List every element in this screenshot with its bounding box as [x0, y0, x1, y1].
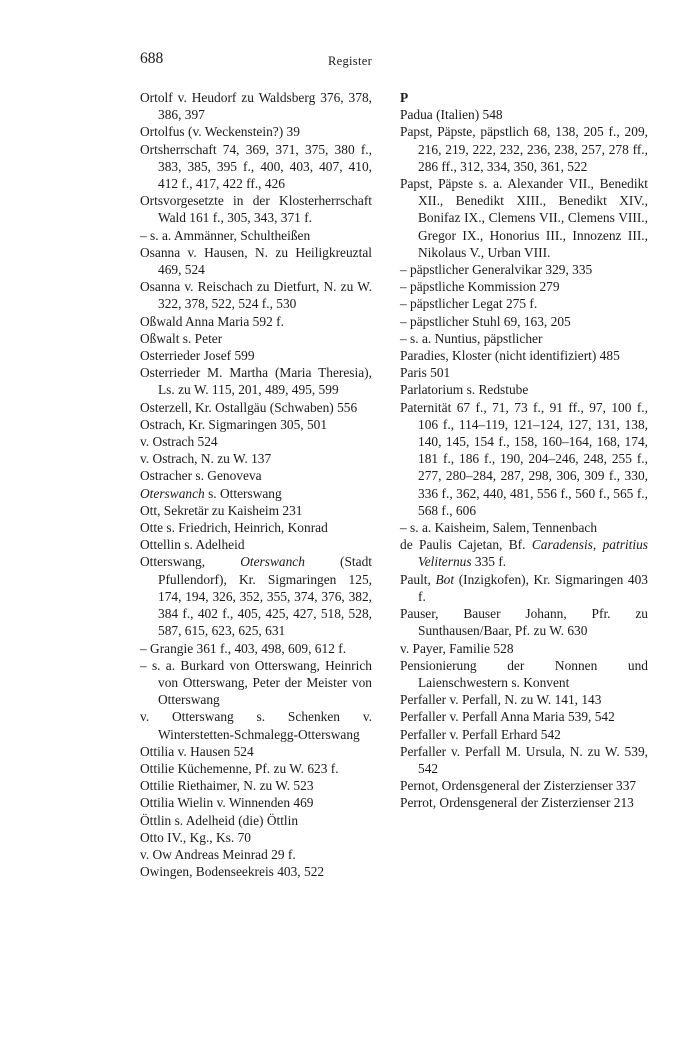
index-entry: Perfaller v. Perfall Erhard 542 — [400, 726, 561, 742]
index-entry: Ostrach, Kr. Sigmaringen 305, 501 — [140, 416, 328, 432]
italic-name: Oterswanch — [240, 554, 305, 570]
index-entry: Osterrieder M. Martha (Maria Theresia), Ls. zu W. 115, 201, 489, 495, 599 — [140, 365, 372, 398]
index-entry: – s. a. Kaisheim, Salem, Tennenbach — [400, 520, 598, 536]
index-entry-paulis: de Paulis Cajetan, Bf. Caradensis, patritius Veliternus 335 f. — [400, 537, 648, 570]
index-entry: Osterzell, Kr. Ostallgäu (Schwaben) 556 — [140, 399, 358, 415]
index-entry-pault: Pault, Bot (Inzigkofen), Kr. Sigmaringen 403 f. — [400, 571, 648, 604]
index-entry: v. Payer, Familie 528 — [400, 640, 514, 656]
index-entry: Öttlin s. Adelheid (die) Öttlin — [140, 812, 299, 828]
index-entry: Ottilia v. Hausen 524 — [140, 743, 254, 759]
index-entry: Ottilie Riethaimer, N. zu W. 523 — [140, 778, 314, 794]
index-entry: Osanna v. Hausen, N. zu Heiligkreuztal 469, 524 — [140, 244, 372, 278]
left-column — [140, 89, 372, 880]
index-entry: Perrot, Ordensgeneral der Zisterzienser 213 — [400, 795, 634, 811]
index-entry: Parlatorium s. Redstube — [400, 382, 529, 398]
index-entry: Osanna v. Reischach zu Dietfurt, N. zu W. 322, 378, 522, 524 f., 530 — [140, 279, 372, 312]
index-entry: – päpstlicher Legat 275 f. — [400, 296, 538, 312]
index-entry: Perfaller v. Perfall, N. zu W. 141, 143 — [400, 692, 602, 708]
index-entry: v. Ostrach 524 — [140, 434, 218, 450]
index-entry: Otte s. Friedrich, Heinrich, Konrad — [140, 520, 328, 536]
index-entry: Oßwald Anna Maria 592 f. — [140, 313, 284, 329]
italic-name: Oterswanch — [140, 485, 205, 501]
index-entry: Ottilia Wielin v. Winnenden 469 — [140, 795, 314, 811]
index-entry: Papst, Päpste, päpstlich 68, 138, 205 f., 209, 216, 219, 222, 232, 236, 238, 257, 278 ff., 286 ff., 312, 334, 350, 361, 522 — [400, 124, 648, 174]
index-entry: Ortsherrschaft 74, 369, 371, 375, 380 f., 383, 385, 395 f., 400, 403, 407, 410, 412 f., 417, 422 ff., 426 — [140, 141, 372, 192]
index-entry: Paternität 67 f., 71, 73 f., 91 ff., 97, 100 f., 106 f., 114–119, 121–124, 127, 131, 138, 140, 145, 154 f., 158, 160–164, 168, 174, 181 f., 186 f., 190, 204–246, 248, 255 f., 277, 280–284, 287, 298, 306, 309 f., 330, 336 f., 362, 440, 481, 556 f., 560 f., 565 f., 568 f., 606 — [400, 399, 648, 518]
index-entry: Ott, Sekretär zu Kaisheim 231 — [140, 502, 303, 518]
index-entry: Ostracher s. Genoveva — [140, 468, 262, 484]
index-entry: v. Ow Andreas Meinrad 29 f. — [140, 846, 296, 862]
index-entry-otterswang: Otterswang, Oterswanch (Stadt Pfullendorf), Kr. Sigmaringen 125, 174, 194, 326, 352, 355, 374, 376, 382, 384 f., 402 f., 405, 425, 427, 518, 528, 587, 615, 623, 625, 631 — [140, 554, 372, 639]
index-entry: Ottilie Küchemenne, Pf. zu W. 623 f. — [140, 760, 339, 776]
index-entry: Papst, Päpste s. a. Alexander VII., Benedikt XII., Benedikt XIII., Benedikt XIV., Bonifaz IX., Clemens VII., Clemens VIII., Gregor IX., Honorius III., Innozenz III., Nikolaus V., Urban VIII. — [400, 176, 648, 260]
index-entry: Perfaller v. Perfall Anna Maria 539, 542 — [400, 709, 615, 725]
index-entry: v. Otterswang s. Schenken v. Winterstetten-Schmalegg-Otterswang — [140, 709, 372, 742]
index-entry: – päpstlicher Generalvikar 329, 335 — [400, 262, 593, 278]
index-entry: – s. a. Ammänner, Schultheißen — [140, 227, 311, 243]
right-column — [400, 89, 648, 812]
index-entry: Oßwalt s. Peter — [140, 330, 223, 346]
index-entry: v. Ostrach, N. zu W. 137 — [140, 451, 272, 467]
index-entry-oterswanch: Oterswanch s. Otterswang — [140, 485, 282, 501]
index-entry: – Grangie 361 f., 403, 498, 609, 612 f. — [140, 640, 347, 656]
index-entry: Padua (Italien) 548 — [400, 107, 503, 123]
index-entry: Osterrieder Josef 599 — [140, 348, 255, 364]
italic-name: Bot — [435, 571, 455, 587]
index-entry: Pauser, Bauser Johann, Pfr. zu Sunthausen/Baar, Pf. zu W. 630 — [400, 606, 648, 639]
index-entry: Ortolfus (v. Weckenstein?) 39 — [140, 124, 300, 140]
section-letter: P — [400, 90, 409, 105]
index-entry: – s. a. Nuntius, päpstlicher — [400, 330, 543, 346]
index-entry: – päpstlicher Stuhl 69, 163, 205 — [400, 313, 571, 329]
page-number: 688 — [140, 50, 164, 67]
index-entry: Owingen, Bodenseekreis 403, 522 — [140, 864, 325, 880]
index-entry: Paradies, Kloster (nicht identifiziert) 485 — [400, 348, 620, 364]
italic-title: Caradensis, patritius Veliternus — [418, 537, 648, 570]
index-entry: Ottellin s. Adelheid — [140, 537, 245, 553]
index-entry: Ortsvorgesetzte in der Klosterherrschaft Wald 161 f., 305, 343, 371 f. — [140, 193, 372, 226]
index-entry: Pensionierung der Nonnen und Laienschwestern s. Konvent — [400, 657, 648, 690]
running-title: Register — [327, 54, 373, 68]
index-entry: Otto IV., Kg., Ks. 70 — [140, 829, 251, 845]
index-entry: – s. a. Burkard von Otterswang, Heinrich von Otterswang, Peter der Meister von Otterswang — [140, 657, 372, 708]
index-entry: – päpstliche Kommission 279 — [400, 279, 560, 295]
index-entry: Paris 501 — [400, 365, 451, 381]
index-entry: Ortolf v. Heudorf zu Waldsberg 376, 378, 386, 397 — [140, 90, 372, 123]
index-entry: Pernot, Ordensgeneral der Zisterzienser 337 — [400, 778, 637, 794]
index-entry: Perfaller v. Perfall M. Ursula, N. zu W. 539, 542 — [400, 743, 648, 776]
